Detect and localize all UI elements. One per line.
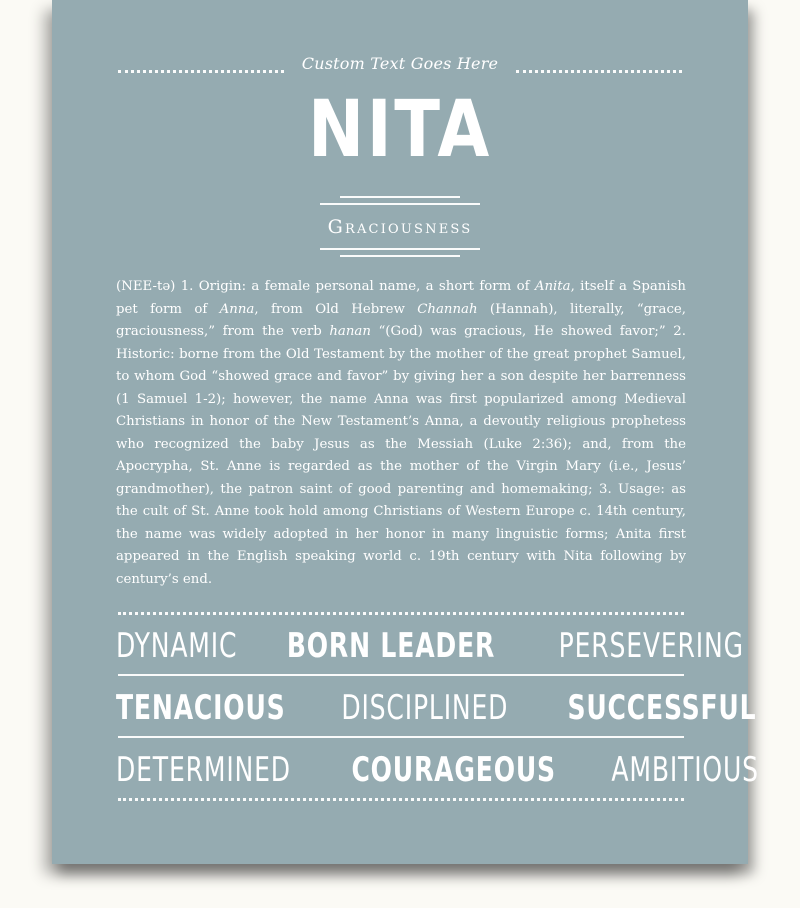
definition-text: (Hannah), literally, “grace, graciousness,” from the verb — [116, 301, 686, 339]
name-poster — [52, 0, 759, 864]
title-underline-top — [340, 196, 460, 198]
definition-text: , from Old Hebrew — [254, 301, 418, 317]
definition-text: , itself a Spanish pet form of — [116, 279, 686, 317]
name-definition — [116, 276, 686, 591]
traits-bottom-dotted-divider — [118, 798, 684, 801]
traits-top-dotted-divider — [118, 612, 684, 615]
definition-text: “(God) was gracious, He showed favor;” 2. Historic: borne from the Old Testament by the mother of the great prophet Samuel, to whom God “showed grace and favor” by giving her a son despite her barrenness (1 Samuel 1-2); however, the name Anna was first popularized among Medieval Christians in honor of the New Testament’s Anna, a devoutly religious prophetess who recognized the baby Jesus as the Messiah (Luke 2:36); and, from the Apocrypha, St. Anne is regarded as the mother of the Virgin Mary (i.e., Jesus’ grandmother), the patron saint of good parenting and homemaking; 3. Usage: as the cult of St. Anne took hold among Christians of Western Europe c. 14th century, the name was widely adopted in her honor in many linguistic forms; Anita first appeared in the English speaking world c. 19th century with Nita following by century’s end. — [116, 324, 686, 587]
trait-word: PERSEVERING — [558, 626, 744, 666]
traits-row-1 — [116, 624, 744, 668]
trait-word: SUCCESSFUL — [567, 688, 757, 728]
trait-word: TENACIOUS — [116, 688, 286, 728]
name-meaning: Graciousness — [327, 216, 473, 238]
trait-word: DYNAMIC — [116, 626, 238, 666]
trait-word: DETERMINED — [116, 750, 291, 790]
name-title: NITA — [308, 85, 492, 175]
trait-word: COURAGEOUS — [351, 750, 557, 790]
definition-italic-term: hanan — [329, 324, 371, 339]
meaning-underline-bottom — [340, 255, 460, 257]
definition-italic-term: Anita — [534, 279, 571, 294]
definition-italic-term: Channah — [417, 301, 478, 317]
trait-word: BORN LEADER — [286, 626, 496, 666]
custom-text: Custom Text Goes Here — [301, 54, 499, 73]
traits-row-3 — [116, 748, 759, 792]
traits-divider-2 — [118, 736, 684, 738]
definition-text: (NEE-tə) 1. Origin: a female personal name, a short form of — [116, 279, 535, 294]
definition-italic-term: Anna — [219, 301, 255, 317]
traits-divider-1 — [118, 674, 684, 676]
trait-word: AMBITIOUS — [611, 750, 759, 790]
trait-word: DISCIPLINED — [341, 688, 509, 728]
traits-row-2 — [116, 686, 757, 730]
title-underline-bottom — [320, 203, 480, 205]
meaning-underline-top — [320, 248, 480, 250]
